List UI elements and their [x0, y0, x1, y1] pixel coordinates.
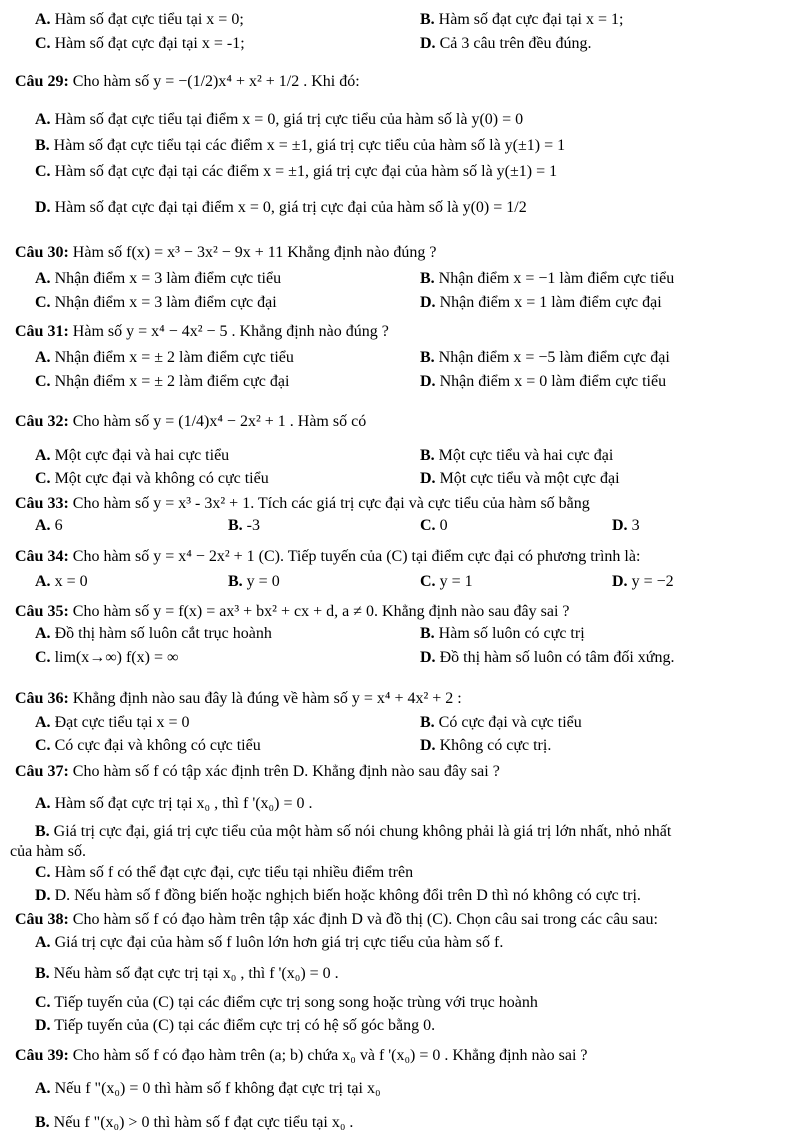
item-label: B.: [35, 965, 50, 982]
item-text: x = 0: [54, 573, 88, 590]
answer-line: [35, 10, 244, 30]
answer-line: [35, 446, 229, 466]
item-text: Tiếp tuyến của (C) tại các điểm cực trị có hệ số góc bằng 0.: [54, 1017, 436, 1034]
item-label: D.: [420, 649, 436, 666]
item-text: Nếu f "(x₀) > 0 thì hàm số f đạt cực tiểu tại x₀ .: [53, 1114, 354, 1131]
answer-line: [35, 863, 413, 883]
item-text: Nhận điểm x = −5 làm điểm cực đại: [438, 349, 670, 366]
item-text: Hàm số luôn có cực trị: [438, 625, 585, 642]
item-text: Một cực đại và không có cực tiểu: [54, 470, 269, 487]
answer-line: [35, 713, 190, 733]
item-text: Hàm số đạt cực tiểu tại các điểm x = ±1, giá trị cực tiểu của hàm số là y(±1) = 1: [53, 137, 566, 154]
answer-line: [420, 469, 620, 489]
item-label: D.: [420, 470, 436, 487]
item-label: Câu 36:: [15, 690, 69, 707]
item-label: D.: [420, 294, 436, 311]
item-label: B.: [420, 447, 435, 464]
answer-line: [35, 933, 503, 953]
question-line: [15, 602, 570, 622]
item-text: 0: [439, 517, 448, 534]
item-label: Câu 30:: [15, 244, 69, 261]
item-label: C.: [35, 864, 51, 881]
item-label: A.: [35, 625, 51, 642]
item-label: D.: [612, 517, 628, 534]
item-label: B.: [35, 1114, 50, 1131]
item-label: D.: [35, 887, 51, 904]
answer-line: [35, 136, 565, 156]
item-label: D.: [420, 373, 436, 390]
item-label: D.: [35, 1017, 51, 1034]
item-text: Cả 3 câu trên đều đúng.: [439, 35, 592, 52]
answer-line: [35, 993, 538, 1013]
item-label: D.: [420, 35, 436, 52]
answer-line: [420, 446, 613, 466]
answer-line: [35, 794, 312, 814]
item-text: Cho hàm số f có tập xác định trên D. Khẳng định nào sau đây sai ?: [72, 763, 500, 780]
item-text: 3: [631, 517, 640, 534]
answer-line: [420, 293, 662, 313]
item-label: B.: [420, 625, 435, 642]
answer-line: [228, 516, 260, 536]
item-label: C.: [35, 649, 51, 666]
item-text: Đồ thị hàm số luôn có tâm đối xứng.: [439, 649, 675, 666]
item-text: y = 0: [246, 573, 280, 590]
answer-line: [35, 293, 277, 313]
item-label: A.: [35, 795, 51, 812]
answer-line: [35, 886, 641, 906]
item-text: Nhận điểm x = 0 làm điểm cực tiểu: [439, 373, 667, 390]
answer-line: [612, 516, 640, 536]
item-label: Câu 29:: [15, 73, 69, 90]
question-line: [15, 910, 658, 930]
item-text: Cho hàm số f có đạo hàm trên tập xác định D và đồ thị (C). Chọn câu sai trong các câu sau:: [72, 911, 658, 928]
item-text: Cho hàm số y = (1/4)x⁴ − 2x² + 1 . Hàm số có: [72, 413, 367, 430]
item-label: Câu 39:: [15, 1047, 69, 1064]
item-text: Hàm số f(x) = x³ − 3x² − 9x + 11 Khẳng định nào đúng ?: [72, 244, 437, 261]
item-text: Hàm số đạt cực đại tại điểm x = 0, giá trị cực đại của hàm số là y(0) = 1/2: [54, 199, 527, 216]
answer-line: [35, 348, 294, 368]
answer-line: [420, 34, 592, 54]
answer-line: [35, 198, 527, 218]
item-label: B.: [228, 573, 243, 590]
item-label: B.: [228, 517, 243, 534]
answer-line: [420, 713, 582, 733]
item-text: Nhận điểm x = 3 làm điểm cực đại: [54, 294, 277, 311]
answer-line: [420, 624, 585, 644]
question-line: [15, 243, 437, 263]
question-line: [15, 494, 590, 514]
item-label: C.: [35, 994, 51, 1011]
question-line: [15, 412, 366, 432]
answer-line: [420, 10, 623, 30]
answer-line: [35, 648, 178, 668]
item-text: Nếu f "(x₀) = 0 thì hàm số f không đạt cực trị tại x₀: [54, 1080, 381, 1097]
item-text: Đồ thị hàm số luôn cắt trục hoành: [54, 625, 272, 642]
item-label: Câu 37:: [15, 763, 69, 780]
item-text: 6: [54, 517, 63, 534]
item-label: A.: [35, 111, 51, 128]
answer-line: [35, 624, 272, 644]
answer-line: [420, 572, 473, 592]
question-line: [15, 547, 640, 567]
answer-line: [35, 469, 269, 489]
item-text: Hàm số y = x⁴ − 4x² − 5 . Khẳng định nào đúng ?: [72, 323, 389, 340]
item-label: C.: [35, 35, 51, 52]
item-text: Cho hàm số f có đạo hàm trên (a; b) chứa x₀ và f '(x₀) = 0 . Khẳng định nào sai ?: [72, 1047, 588, 1064]
item-text: Một cực tiểu và một cực đại: [439, 470, 620, 487]
item-text: Cho hàm số y = x⁴ − 2x² + 1 (C). Tiếp tuyến của (C) tại điểm cực đại có phương trình là:: [72, 548, 641, 565]
item-text: Có cực đại và cực tiểu: [438, 714, 582, 731]
item-label: A.: [35, 11, 51, 28]
answer-line: [35, 34, 245, 54]
item-label: D.: [612, 573, 628, 590]
answer-line: [35, 572, 88, 592]
answer-line: [35, 372, 289, 392]
answer-line: [420, 269, 674, 289]
item-text: Không có cực trị.: [439, 737, 552, 754]
question-line: [15, 762, 500, 782]
answer-line: [35, 269, 281, 289]
item-text: Nếu hàm số đạt cực trị tại x₀ , thì f '(x₀) = 0 .: [53, 965, 339, 982]
answer-line: [35, 1079, 381, 1099]
item-label: B.: [420, 714, 435, 731]
item-label: B.: [35, 137, 50, 154]
answer-line: [420, 516, 448, 536]
item-label: B.: [35, 823, 50, 840]
item-text: Giá trị cực đại của hàm số f luôn lớn hơn giá trị cực tiểu của hàm số f.: [54, 934, 504, 951]
item-label: C.: [35, 294, 51, 311]
item-label: D.: [420, 737, 436, 754]
item-label: B.: [420, 270, 435, 287]
answer-line: [420, 348, 670, 368]
item-text: Nhận điểm x = ± 2 làm điểm cực đại: [54, 373, 290, 390]
item-label: C.: [35, 470, 51, 487]
item-label: Câu 31:: [15, 323, 69, 340]
question-line: [15, 1046, 587, 1066]
item-label: A.: [35, 349, 51, 366]
item-text: Tiếp tuyến của (C) tại các điểm cực trị song song hoặc trùng với trục hoành: [54, 994, 538, 1011]
answer-line: [35, 516, 63, 536]
question-line: [15, 72, 360, 92]
item-text: Hàm số đạt cực tiểu tại x = 0;: [54, 11, 244, 28]
item-label: Câu 38:: [15, 911, 69, 928]
item-label: A.: [35, 934, 51, 951]
item-text: Hàm số đạt cực tiểu tại điểm x = 0, giá trị cực tiểu của hàm số là y(0) = 0: [54, 111, 524, 128]
item-label: A.: [35, 270, 51, 287]
item-label: Câu 34:: [15, 548, 69, 565]
item-text: y = 1: [439, 573, 473, 590]
item-label: C.: [420, 573, 436, 590]
question-line: [15, 322, 389, 342]
item-label: A.: [35, 447, 51, 464]
item-label: Câu 35:: [15, 603, 69, 620]
item-label: D.: [35, 199, 51, 216]
answer-line: [35, 1016, 435, 1036]
item-text: Khẳng định nào sau đây là đúng về hàm số y = x⁴ + 4x² + 2 :: [72, 690, 462, 707]
item-text: lim(x→∞) f(x) = ∞: [54, 649, 179, 666]
item-label: C.: [35, 163, 51, 180]
item-text: Hàm số đạt cực đại tại x = -1;: [54, 35, 245, 52]
answer-line: [228, 572, 280, 592]
answer-line: [420, 736, 551, 756]
answer-line: [612, 572, 674, 592]
answer-line: [10, 842, 86, 862]
item-text: Cho hàm số y = f(x) = ax³ + bx² + cx + d, a ≠ 0. Khẳng định nào sau đây sai ?: [72, 603, 570, 620]
item-text: Hàm số đạt cực đại tại x = 1;: [438, 11, 624, 28]
item-label: B.: [420, 349, 435, 366]
answer-line: [420, 648, 674, 668]
item-text: Có cực đại và không có cực tiểu: [54, 737, 261, 754]
item-text: Nhận điểm x = 1 làm điểm cực đại: [439, 294, 662, 311]
item-label: C.: [35, 373, 51, 390]
item-text: Một cực tiểu và hai cực đại: [438, 447, 614, 464]
item-label: Câu 32:: [15, 413, 69, 430]
item-label: C.: [420, 517, 436, 534]
item-label: A.: [35, 1080, 51, 1097]
answer-line: [35, 162, 557, 182]
item-label: Câu 33:: [15, 495, 69, 512]
answer-line: [35, 1113, 353, 1133]
item-text: -3: [246, 517, 260, 534]
item-label: A.: [35, 517, 51, 534]
item-text: Hàm số đạt cực trị tại x₀ , thì f '(x₀) = 0 .: [54, 795, 313, 812]
answer-line: [35, 110, 523, 130]
answer-line: [420, 372, 666, 392]
item-text: Đạt cực tiểu tại x = 0: [54, 714, 190, 731]
item-text: Nhận điểm x = ± 2 làm điểm cực tiểu: [54, 349, 294, 366]
item-text: Nhận điểm x = 3 làm điểm cực tiểu: [54, 270, 282, 287]
item-text: của hàm số.: [10, 843, 86, 860]
answer-line: [35, 736, 261, 756]
answer-line: [35, 822, 671, 842]
item-text: y = −2: [631, 573, 674, 590]
item-label: A.: [35, 573, 51, 590]
question-line: [15, 689, 462, 709]
item-text: Một cực đại và hai cực tiểu: [54, 447, 230, 464]
item-text: Hàm số f có thể đạt cực đại, cực tiểu tại nhiều điểm trên: [54, 864, 414, 881]
item-text: Nhận điểm x = −1 làm điểm cực tiểu: [438, 270, 675, 287]
item-label: A.: [35, 714, 51, 731]
answer-line: [35, 964, 339, 984]
item-text: Giá trị cực đại, giá trị cực tiểu của một hàm số nói chung không phải là giá trị lớn nhất, nhỏ nhất: [53, 823, 672, 840]
item-label: B.: [420, 11, 435, 28]
item-label: C.: [35, 737, 51, 754]
item-text: Cho hàm số y = −(1/2)x⁴ + x² + 1/2 . Khi đó:: [72, 73, 360, 90]
item-text: D. Nếu hàm số f đồng biến hoặc nghịch biến hoặc không đổi trên D thì nó không có cực trị.: [54, 887, 641, 904]
item-text: Cho hàm số y = x³ - 3x² + 1. Tích các giá trị cực đại và cực tiểu của hàm số bằng: [72, 495, 590, 512]
item-text: Hàm số đạt cực đại tại các điểm x = ±1, giá trị cực đại của hàm số là y(±1) = 1: [54, 163, 558, 180]
